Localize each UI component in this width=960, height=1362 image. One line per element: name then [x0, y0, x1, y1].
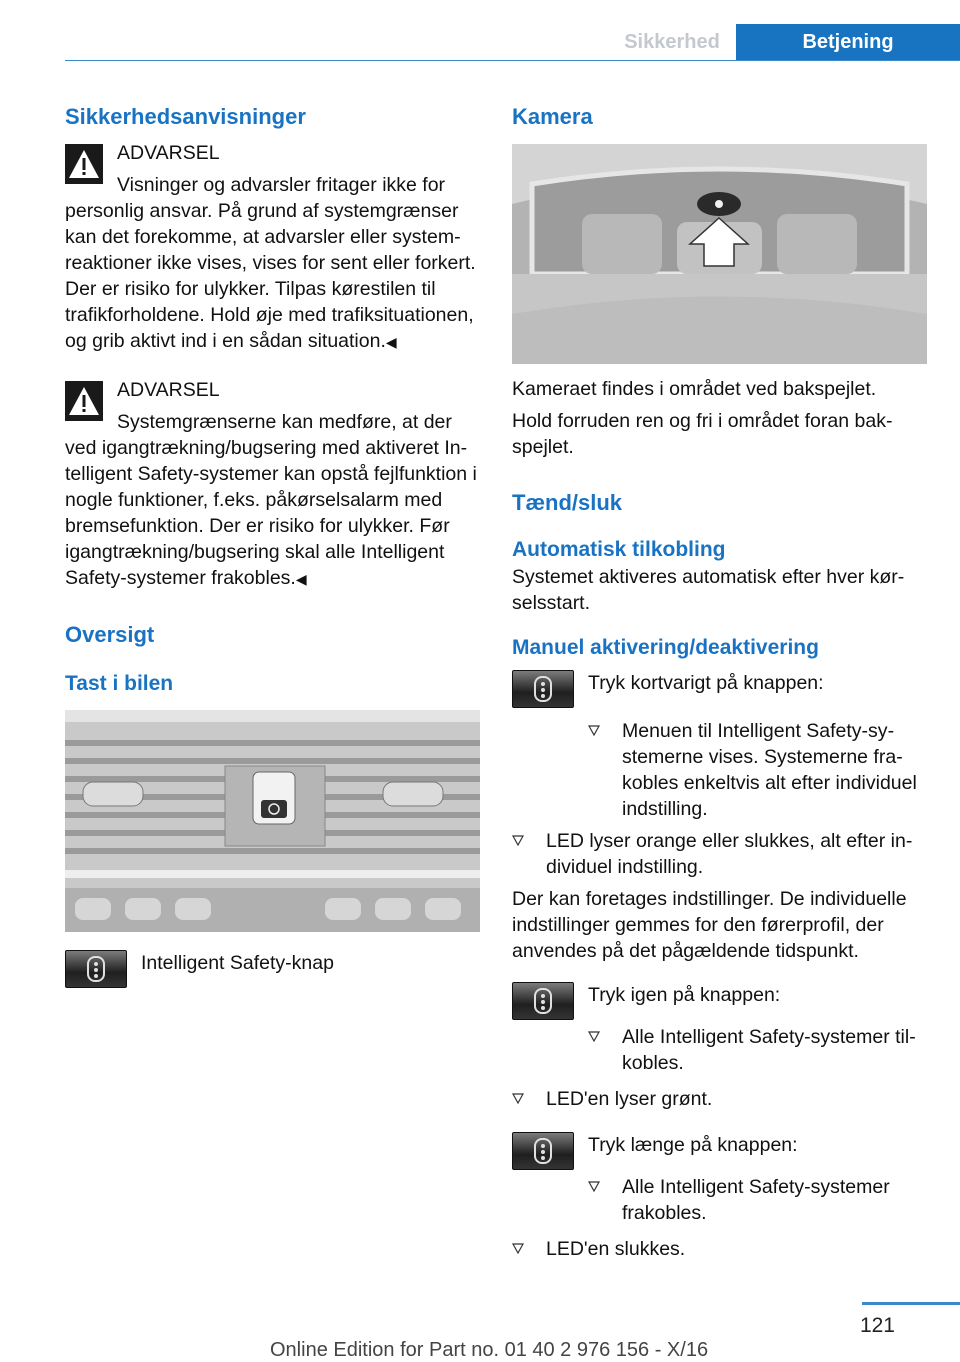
warning-heading: ADVARSEL	[117, 379, 220, 401]
section-title-onoff: Tænd/sluk	[512, 490, 623, 515]
page-number: 121	[859, 1314, 895, 1337]
triangle-bullet-icon	[588, 1031, 600, 1042]
left-column	[65, 100, 480, 992]
subtitle-button-in-car: Tast i bilen	[65, 672, 174, 695]
warning-body: Visninger og advarsler fritager ikke for personlig ansvar. På grund af systemgrænser kan det forekomme, at advarsler eller systemreaktioner ikke vises, vises for sent eller forkert. Der er risiko for ulykker. Tilpas kørestilen til trafikforholdene. Hold øje med trafiksituationen, og grib aktivt ind i en sådan situation.◀	[65, 174, 476, 352]
step-text: Tryk igen på knappen:	[588, 984, 781, 1006]
header-tab-safety[interactable]: Sikkerhed	[624, 31, 720, 53]
warning-body: Systemgrænserne kan medføre, at der ved igangtrækning/bugsering med aktiveret Intelligent Safety-systemer kan opstå fejlfunktion i nogle funktioner, f.eks. påkørselsalarm med bremsefunktion. Der er risiko for ulykker. Før igangtrækning/bugsering skal alle Intelligent Safety-systemer frakobles.◀	[65, 411, 477, 589]
warning-heading: ADVARSEL	[117, 142, 220, 164]
list-item: LED'en lyser grønt.	[512, 1086, 927, 1112]
step-text: Tryk kortvarigt på knappen:	[588, 672, 824, 694]
step-text: Tryk længe på knappen:	[588, 1134, 798, 1156]
camera-clean-text: Hold forruden ren og fri i området foran bakspejlet.	[512, 410, 893, 458]
triangle-bullet-icon	[512, 1243, 524, 1254]
automatic-text: Systemet aktiveres automatisk efter hver kørselsstart.	[512, 566, 905, 614]
header-rule	[65, 60, 960, 61]
right-column	[512, 100, 927, 1262]
triangle-bullet-icon	[512, 835, 524, 846]
camera-location-text: Kameraet findes i området ved bakspejlet.	[512, 378, 877, 400]
step-press-again	[512, 982, 927, 1024]
subtitle-automatic: Automatisk tilkobling	[512, 538, 726, 561]
triangle-bullet-icon	[512, 1093, 524, 1104]
intelligent-safety-button-icon	[512, 1132, 574, 1170]
intelligent-safety-button-icon	[512, 670, 574, 708]
section-title-overview: Oversigt	[65, 622, 155, 647]
safety-button-caption-row	[65, 950, 480, 992]
button-in-car-image	[65, 710, 480, 932]
triangle-bullet-icon	[588, 725, 600, 736]
section-title-camera: Kamera	[512, 104, 593, 129]
edition-footer: Online Edition for Part no. 01 40 2 976 156 - X/16	[270, 1339, 709, 1361]
section-title-safety-notes: Sikkerhedsanvisninger	[65, 104, 306, 129]
list-item: Alle Intelligent Safety-systemer tilkobles.	[588, 1024, 927, 1076]
list-item: LED lyser orange eller slukkes, alt efter individuel indstilling.	[512, 828, 927, 880]
page-number-rule	[862, 1302, 960, 1305]
header-tab-operation[interactable]: Betjening	[736, 24, 960, 61]
warning-triangle-icon	[65, 144, 103, 184]
triangle-bullet-icon	[588, 1181, 600, 1192]
list-item: Menuen til Intelligent Safety-systemerne vises. Systemerne frakobles enkeltvis alt efter individuel indstilling.	[588, 718, 927, 822]
subtitle-manual: Manuel aktivering/deaktivering	[512, 636, 819, 659]
list-item: Alle Intelligent Safety-systemer frakobles.	[588, 1174, 927, 1226]
list-item: LED'en slukkes.	[512, 1236, 927, 1262]
warning-block-1	[65, 140, 480, 355]
settings-text: Der kan foretages indstillinger. De individuelle indstillinger gemmes for den førerprofil, der anvendes på det pågældende tidspunkt.	[512, 888, 907, 962]
warning-block-2	[65, 377, 480, 592]
warning-triangle-icon	[65, 381, 103, 421]
intelligent-safety-button-icon	[512, 982, 574, 1020]
step-long-press	[512, 1132, 927, 1174]
intelligent-safety-button-icon	[65, 950, 127, 988]
camera-location-image	[512, 144, 927, 364]
end-mark-icon: ◀	[385, 334, 397, 350]
safety-button-caption: Intelligent Safety-knap	[141, 952, 334, 974]
end-mark-icon: ◀	[295, 571, 307, 587]
step-short-press	[512, 670, 927, 712]
